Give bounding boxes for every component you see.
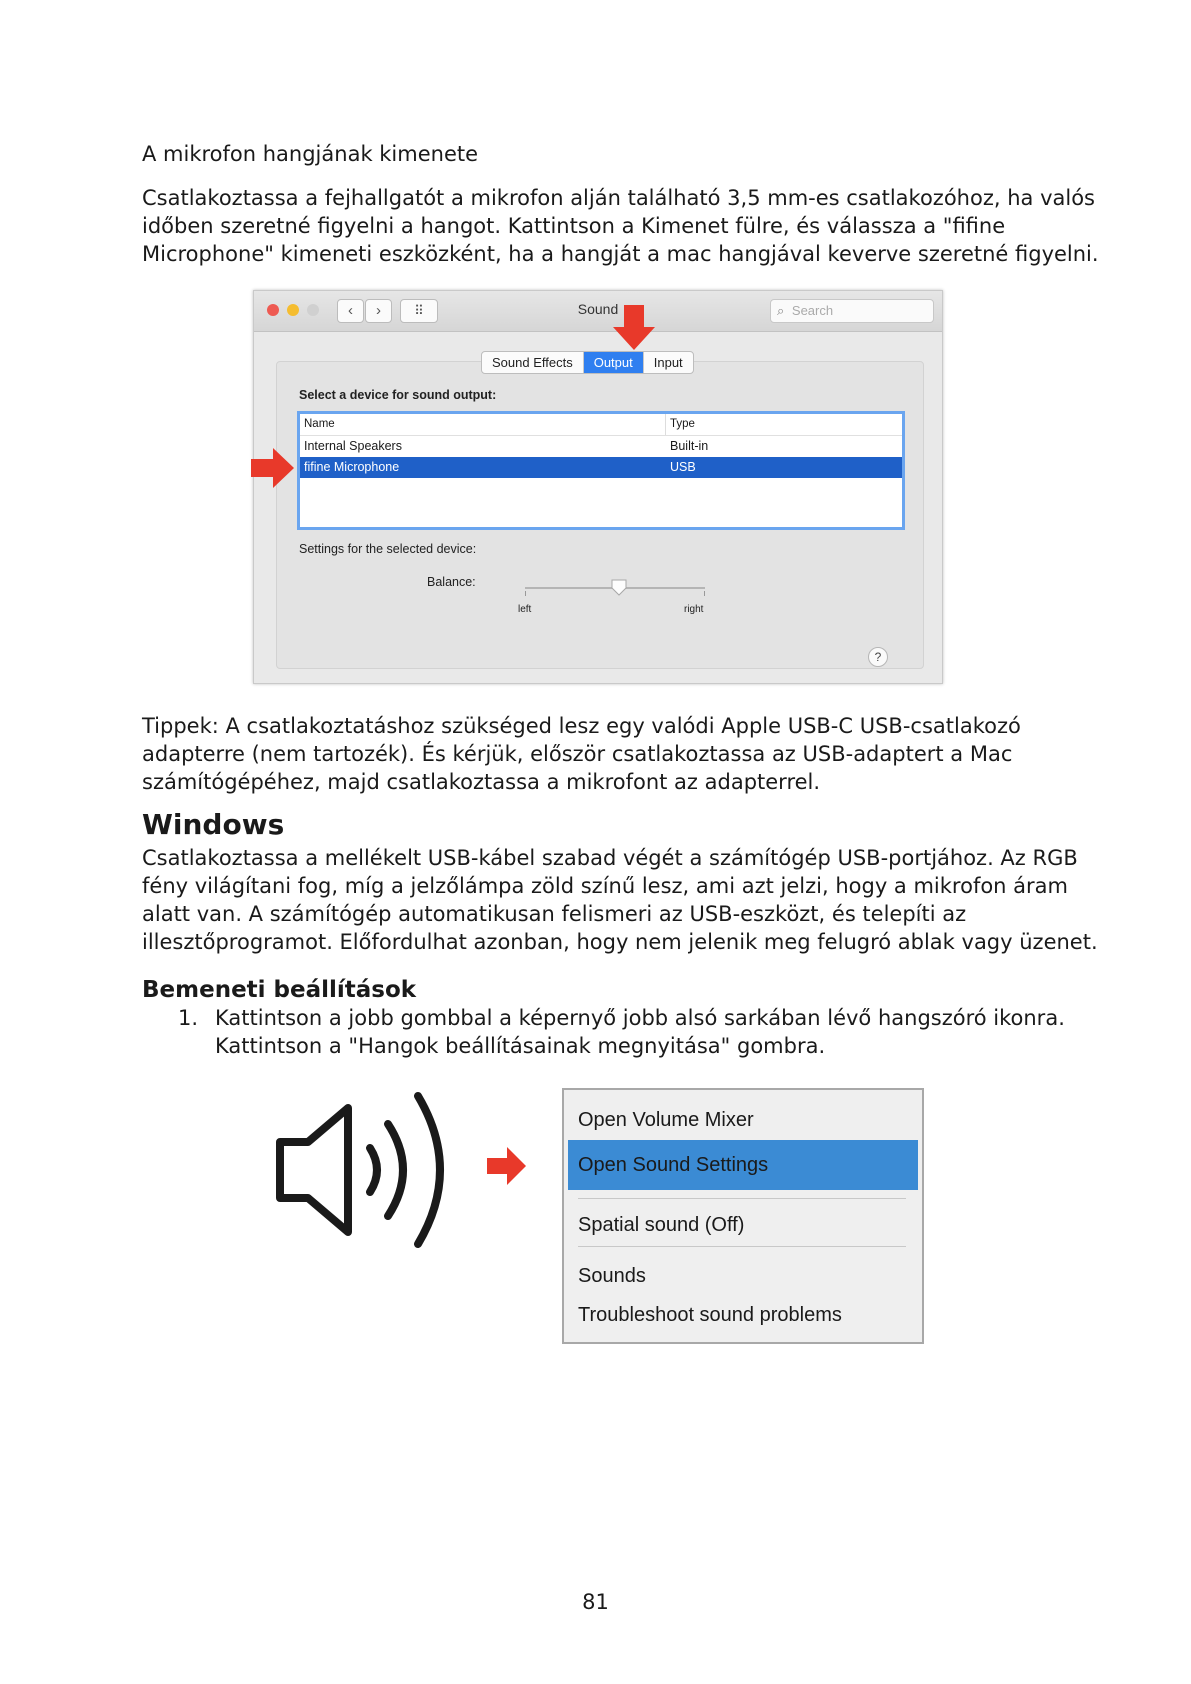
step-text: [215, 1004, 1065, 1060]
tip-line: Tippek: A csatlakoztatáshoz szükséged lesz egy valódi Apple USB-C USB-csatlakozó: [142, 714, 1021, 738]
speaker-icon: [272, 1090, 460, 1250]
windows-paragraph: [142, 844, 1098, 956]
tab-input[interactable]: Input: [653, 355, 683, 370]
search-field[interactable]: [770, 299, 934, 323]
arrow-down-icon: [612, 305, 656, 351]
grid-icon[interactable]: ⠿: [400, 299, 438, 323]
device-row[interactable]: [300, 436, 902, 457]
step-line: Kattintson a jobb gombbal a képernyő jobb alsó sarkában lévő hangszóró ikonra.: [215, 1006, 1065, 1030]
title-bar: [254, 291, 942, 332]
windows-line: alatt van. A számítógép automatikusan felismeri az USB-eszközt, és telepíti az: [142, 902, 967, 926]
tip-line: számítógépéhez, majd csatlakoztassa a mikrofont az adapterrel.: [142, 770, 821, 794]
intro-line: időben szeretné figyelni a hangot. Kattintson a Kimenet fülre, és válassza a "fifine: [142, 214, 1006, 238]
windows-line: Csatlakoztassa a mellékelt USB-kábel szabad végét a számítógép USB-portjához. Az RGB: [142, 846, 1078, 870]
step-number: 1.: [178, 1006, 199, 1030]
menu-item-sound-settings[interactable]: Open Sound Settings: [578, 1154, 769, 1176]
table-header: [300, 414, 902, 436]
balance-slider[interactable]: [525, 579, 705, 601]
help-button[interactable]: ?: [868, 647, 888, 667]
mac-sound-window: [253, 290, 943, 684]
menu-item-volume-mixer[interactable]: Open Volume Mixer: [578, 1109, 754, 1131]
device-name: fifine Microphone: [304, 460, 400, 474]
intro-paragraph: [142, 184, 1099, 268]
window-title: Sound: [577, 301, 619, 317]
windows-heading: Windows: [142, 808, 285, 841]
slider-tick-left: [525, 591, 526, 596]
search-icon: ⌕: [777, 303, 785, 318]
settings-label: Settings for the selected device:: [299, 542, 477, 556]
windows-line: fény világítani fog, míg a jelzőlámpa zöld színű lesz, ami azt jelzi, hogy a mikrofon áram: [142, 874, 1068, 898]
arrow-right-icon: [487, 1147, 527, 1185]
column-name[interactable]: Name: [304, 418, 335, 430]
device-type: Built-in: [670, 439, 709, 453]
tab-output[interactable]: Output: [584, 352, 644, 373]
tab-sound-effects[interactable]: Sound Effects: [482, 352, 584, 373]
slider-tick-right: [704, 591, 705, 596]
device-type: USB: [670, 460, 696, 474]
page-number: 81: [582, 1590, 609, 1614]
menu-item-sounds[interactable]: Sounds: [578, 1265, 646, 1287]
slider-thumb[interactable]: [610, 579, 628, 597]
forward-icon[interactable]: ›: [365, 299, 392, 323]
windows-line: illesztőprogramot. Előfordulhat azonban, hogy nem jelenik meg felugró ablak vagy üzenet.: [142, 930, 1098, 954]
arrow-right-icon: [251, 448, 295, 488]
menu-item-troubleshoot[interactable]: Troubleshoot sound problems: [578, 1304, 842, 1326]
back-icon[interactable]: ‹: [337, 299, 364, 323]
input-settings-heading: Bemeneti beállítások: [142, 977, 417, 1003]
tab-bar: [481, 351, 694, 374]
step-line: Kattintson a "Hangok beállításainak megnyitása" gombra.: [215, 1034, 826, 1058]
intro-line: Csatlakoztassa a fejhallgatót a mikrofon alján található 3,5 mm-es csatlakozóhoz, ha valós: [142, 186, 1095, 210]
select-device-label: Select a device for sound output:: [299, 388, 497, 402]
search-placeholder: Search: [791, 303, 834, 318]
device-table: [297, 411, 905, 530]
tip-line: adapterre (nem tartozék). És kérjük, először csatlakoztassa az USB-adaptert a Mac: [142, 742, 1013, 766]
menu-item-spatial-sound[interactable]: Spatial sound (Off): [578, 1214, 745, 1236]
balance-left-label: left: [518, 604, 532, 615]
device-row-selected[interactable]: [300, 457, 902, 478]
device-name: Internal Speakers: [304, 439, 402, 453]
menu-separator: [578, 1198, 906, 1199]
balance-right-label: right: [684, 604, 704, 615]
section-heading: A mikrofon hangjának kimenete: [142, 142, 479, 166]
balance-label: Balance:: [427, 575, 476, 589]
intro-line: Microphone" kimeneti eszközként, ha a hangját a mac hangjával keverve szeretné figyelni.: [142, 242, 1099, 266]
menu-separator: [578, 1246, 906, 1247]
column-type[interactable]: Type: [665, 414, 695, 435]
context-menu: [562, 1088, 924, 1344]
tip-paragraph: [142, 712, 1021, 796]
